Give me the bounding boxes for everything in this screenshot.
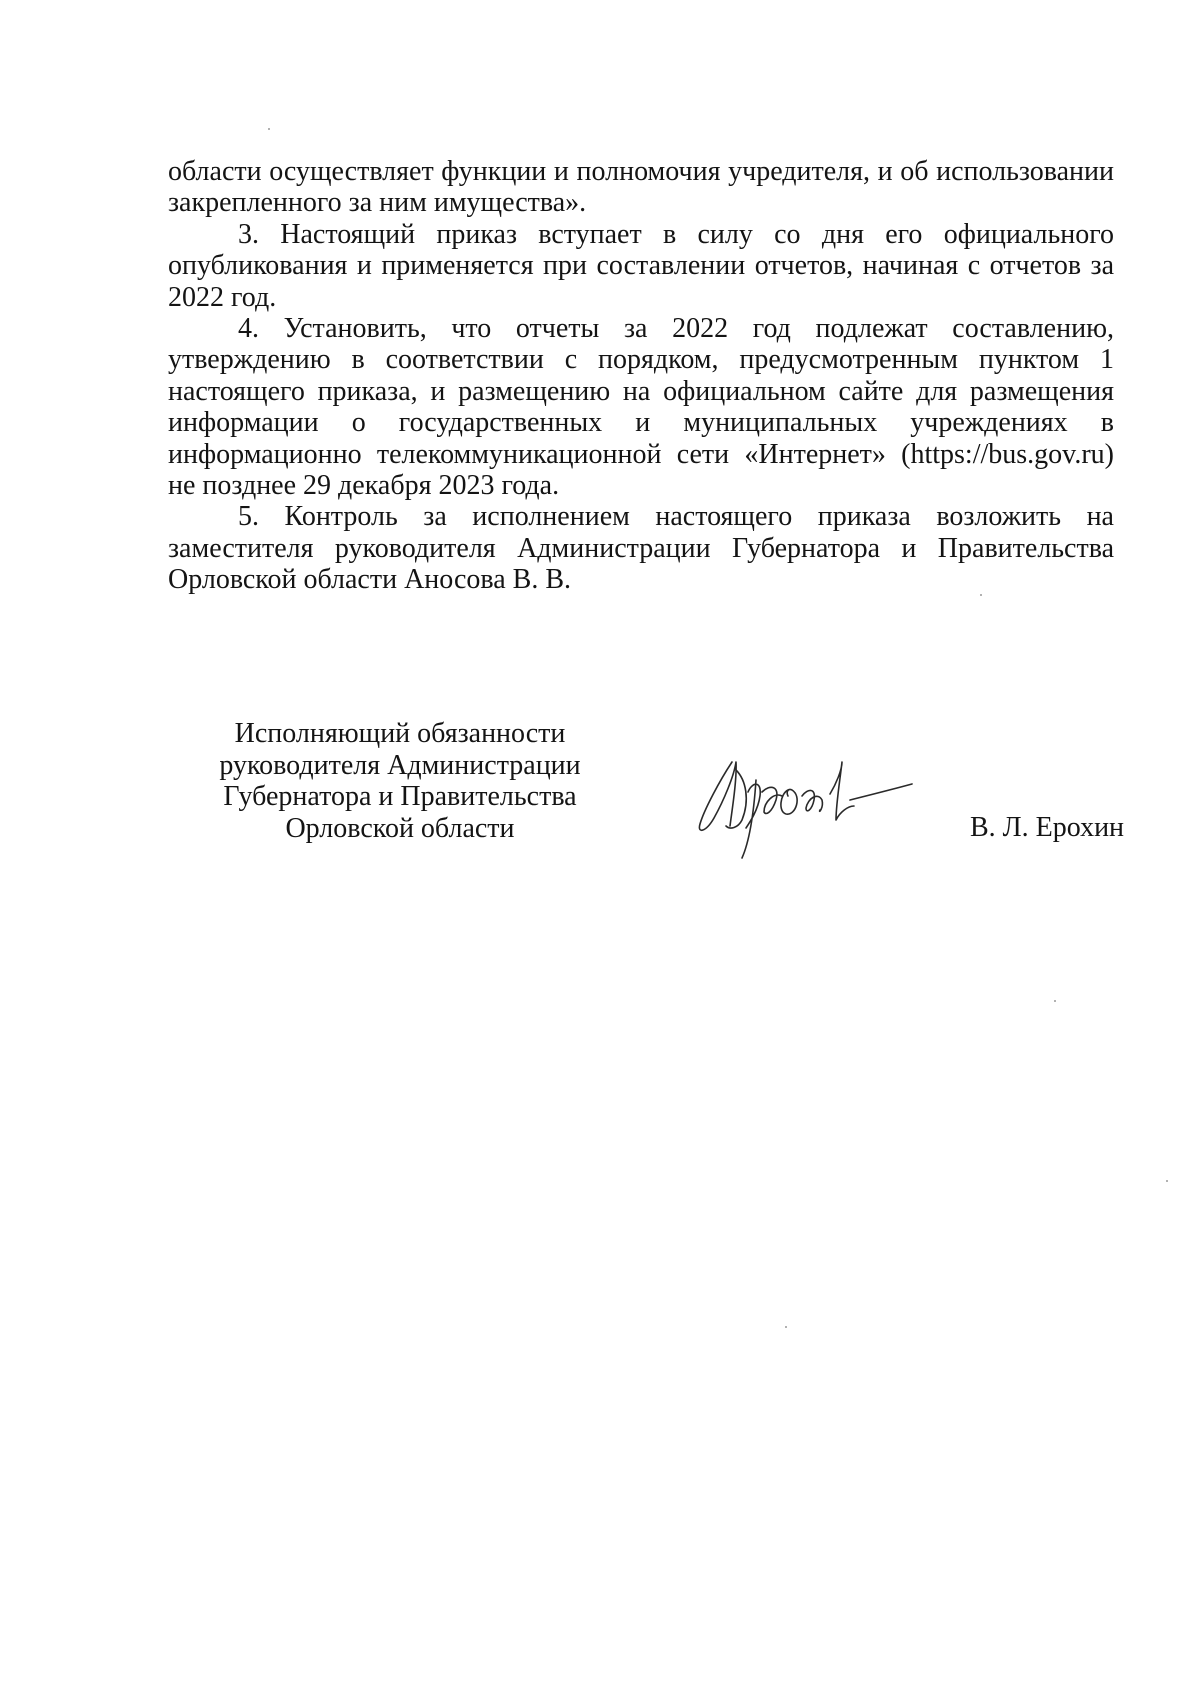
scan-speck [1054,1000,1056,1002]
signer-position-line: руководителя Администрации [219,749,581,781]
signer-position-line: Губернатора и Правительства [223,781,577,812]
scan-speck [980,594,982,596]
handwritten-signature [690,740,950,870]
scan-speck [1166,1180,1168,1182]
paragraph-continuation: области осуществляет функции и полномочия учредителя, и об использовании закрепленного за ним имущества». [168,156,1114,219]
signer-position-line: Орловской области [285,812,515,844]
paragraph-item-5: 5. Контроль за исполнением настоящего приказа возложить на заместителя руководителя Администрации Губернатора и Правительства Орловской области Аносова В. В. [168,501,1114,596]
signer-name: В. Л. Ерохин [970,812,1125,843]
document-body [168,156,1114,596]
paragraph-item-3: 3. Настоящий приказ вступает в силу со дня его официального опубликования и применяется при составлении отчетов, начиная с отчетов за 2022 год. [168,218,1114,313]
signer-position [200,718,600,844]
signer-position-line: Исполняющий обязанности [234,718,566,749]
scan-speck [268,128,270,130]
paragraph-item-4: 4. Установить, что отчеты за 2022 год подлежат составлению, утверждению в соответствии с порядком, предусмотренным пунктом 1 настоящего приказа, и размещению на официальном сайте для размещения информации о государственных и муниципальных учреждениях в информационно телекоммуникационной сети «Интернет» (https://bus.gov.ru) не позднее 29 декабря 2023 года. [168,313,1114,502]
scan-speck [785,1326,787,1328]
